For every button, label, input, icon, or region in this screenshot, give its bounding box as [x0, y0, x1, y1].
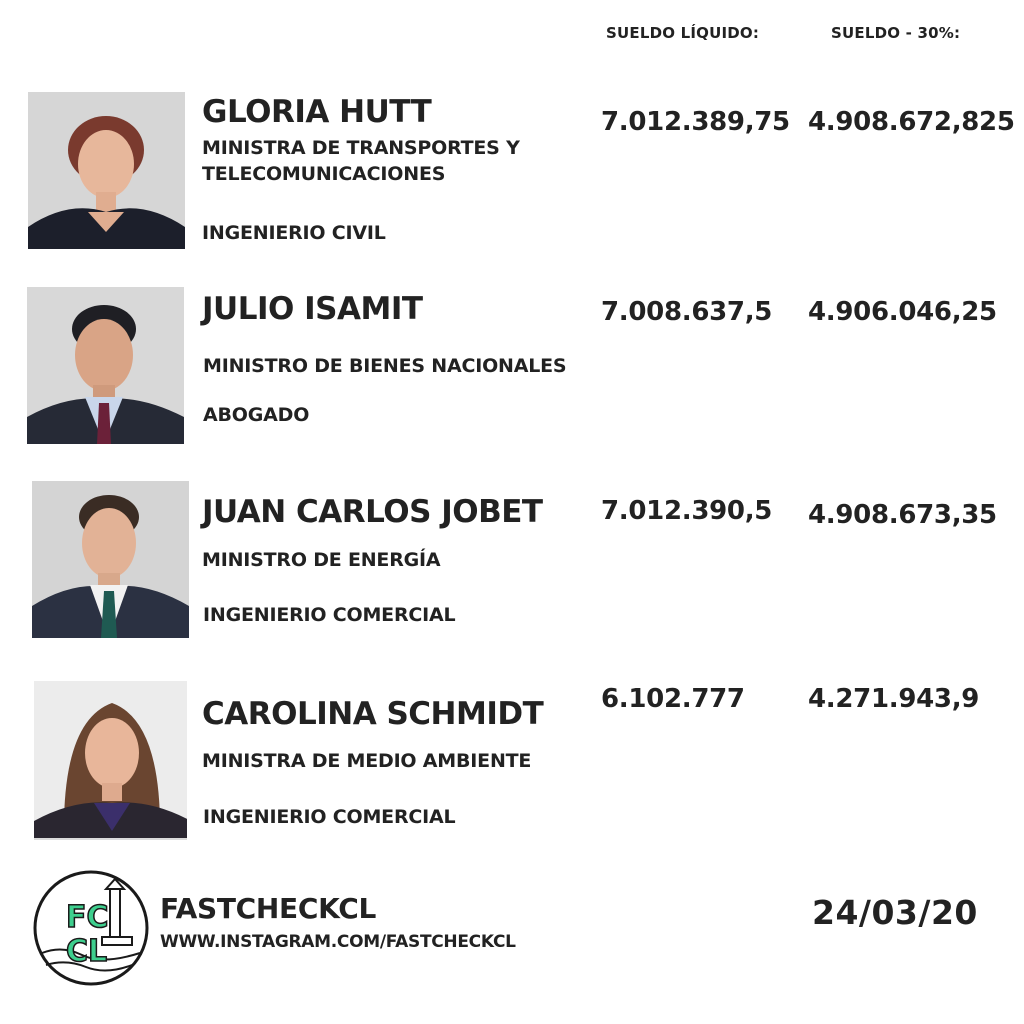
minister-photo-julio-isamit — [27, 287, 184, 444]
sueldo-30-value: 4.271.943,9 — [808, 684, 980, 714]
minister-name: JUAN CARLOS JOBET — [202, 494, 543, 530]
brand-name: FASTCHECKCL — [160, 892, 377, 925]
publication-date: 24/03/20 — [812, 893, 978, 932]
header-sueldo-liquido: SUELDO LÍQUIDO: — [606, 24, 760, 42]
minister-profession: INGENIERIO COMERCIAL — [203, 806, 456, 828]
minister-photo-carolina-schmidt — [34, 681, 187, 840]
minister-name: GLORIA HUTT — [202, 94, 432, 130]
minister-profession: INGENIERIO COMERCIAL — [203, 604, 456, 626]
logo-text-top: FC — [66, 900, 109, 935]
minister-name: JULIO ISAMIT — [202, 291, 423, 327]
minister-role: MINISTRO DE ENERGÍA — [202, 549, 441, 571]
minister-photo-gloria-hutt — [28, 92, 185, 249]
sueldo-liquido-value: 6.102.777 — [601, 684, 745, 714]
sueldo-liquido-value: 7.008.637,5 — [601, 297, 773, 327]
fastcheck-logo — [32, 869, 150, 987]
sueldo-liquido-value: 7.012.389,75 — [601, 107, 790, 137]
logo-text-bottom: CL — [66, 934, 108, 969]
minister-role: MINISTRA DE MEDIO AMBIENTE — [202, 750, 532, 772]
minister-profession: INGENIERIO CIVIL — [202, 222, 386, 244]
minister-role: MINISTRO DE BIENES NACIONALES — [203, 355, 567, 377]
sueldo-30-value: 4.906.046,25 — [808, 297, 997, 327]
minister-photo-juan-carlos-jobet — [32, 481, 189, 638]
header-sueldo-30: SUELDO - 30%: — [831, 24, 961, 42]
sueldo-30-value: 4.908.672,825 — [808, 107, 1015, 137]
minister-role: MINISTRA DE TRANSPORTES Y TELECOMUNICACIONES — [202, 137, 520, 185]
sueldo-liquido-value: 7.012.390,5 — [601, 496, 773, 526]
sueldo-30-value: 4.908.673,35 — [808, 500, 997, 530]
minister-profession: ABOGADO — [203, 404, 310, 426]
instagram-url[interactable]: WWW.INSTAGRAM.COM/FASTCHECKCL — [160, 932, 516, 952]
minister-name: CAROLINA SCHMIDT — [202, 696, 544, 732]
